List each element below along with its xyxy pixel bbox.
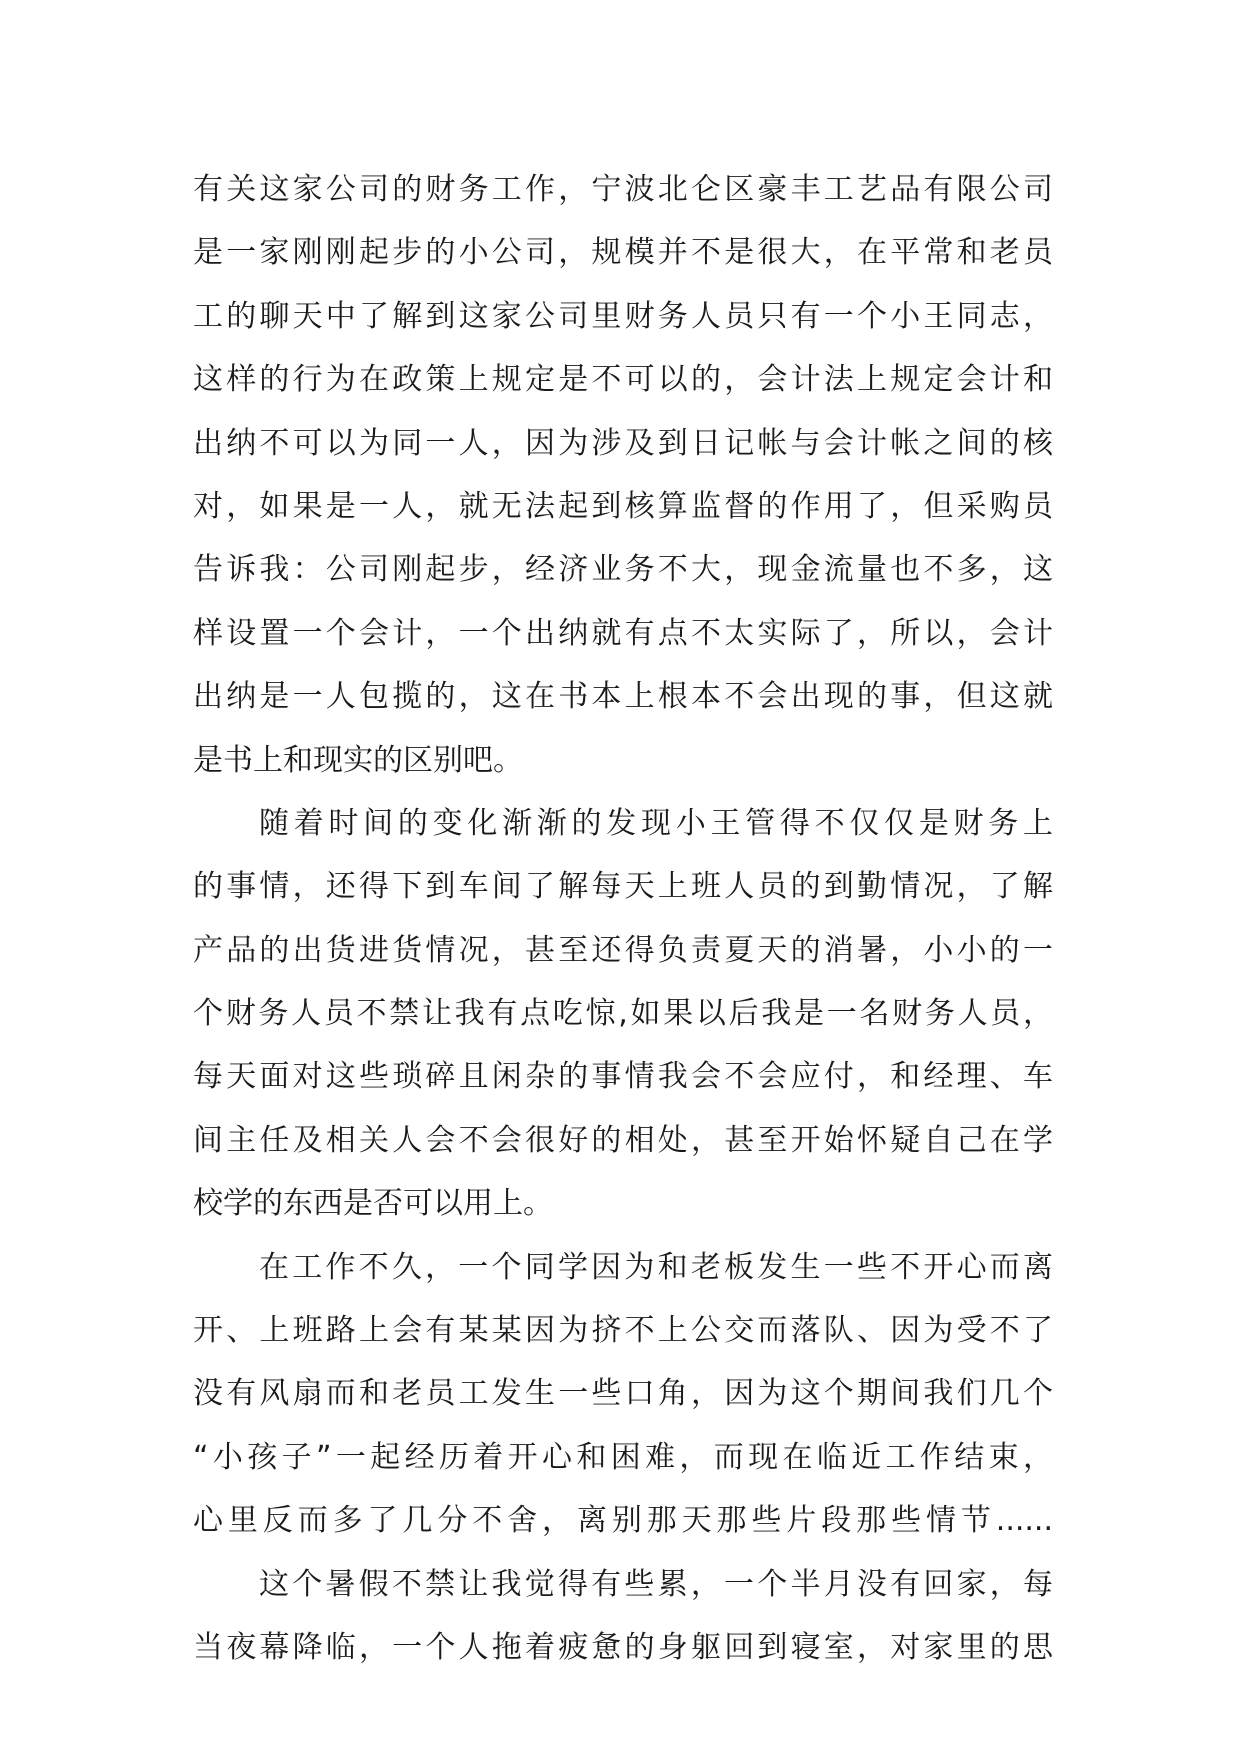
- text-line: 每天面对这些琐碎且闲杂的事情我会不会应付，和经理、车: [193, 1059, 1053, 1095]
- text-line: 当夜幕降临，一个人拖着疲惫的身躯回到寝室，对家里的思: [193, 1629, 1053, 1665]
- text-line: 随着时间的变化渐渐的发现小王管得不仅仅是财务上: [259, 805, 1053, 841]
- text-line: 在工作不久，一个同学因为和老板发生一些不开心而离: [259, 1249, 1053, 1285]
- text-line: 是一家刚刚起步的小公司，规模并不是很大，在平常和老员: [193, 235, 1053, 271]
- document-body: [193, 158, 1053, 1679]
- text-line: 个财务人员不禁让我有点吃惊,如果以后我是一名财务人员，: [193, 996, 1053, 1032]
- text-line: 出纳是一人包揽的，这在书本上根本不会出现的事，但这就: [193, 679, 1053, 715]
- text-line: 出纳不可以为同一人，因为涉及到日记帐与会计帐之间的核: [193, 425, 1053, 461]
- text-line: 间主任及相关人会不会很好的相处，甚至开始怀疑自己在学: [193, 1122, 1053, 1158]
- text-line: 样设置一个会计，一个出纳就有点不太实际了，所以，会计: [193, 615, 1053, 651]
- text-line: 没有风扇而和老员工发生一些口角，因为这个期间我们几个: [193, 1376, 1053, 1412]
- text-line: 有关这家公司的财务工作，宁波北仑区豪丰工艺品有限公司: [193, 172, 1053, 207]
- text-line: 的事情，还得下到车间了解每天上班人员的到勤情况，了解: [193, 869, 1053, 905]
- paragraph-4: [193, 1553, 1053, 1680]
- paragraph-1: [193, 158, 1053, 792]
- paragraph-3: [193, 1236, 1053, 1553]
- text-line: 校学的东西是否可以用上。: [193, 1186, 553, 1222]
- text-line: 这样的行为在政策上规定是不可以的，会计法上规定会计和: [193, 362, 1053, 398]
- text-line: 这个暑假不禁让我觉得有些累，一个半月没有回家，每: [259, 1566, 1053, 1602]
- text-line: 开、上班路上会有某某因为挤不上公交而落队、因为受不了: [193, 1313, 1053, 1349]
- paragraph-2: [193, 792, 1053, 1236]
- text-line: 告诉我：公司刚起步，经济业务不大，现金流量也不多，这: [193, 552, 1053, 588]
- text-line: 是书上和现实的区别吧。: [193, 742, 523, 778]
- text-line: 对，如果是一人，就无法起到核算监督的作用了，但采购员: [193, 488, 1053, 524]
- text-line: “小孩子”一起经历着开心和困难，而现在临近工作结束，: [193, 1439, 1053, 1475]
- text-line: 心里反而多了几分不舍，离别那天那些片段那些情节......: [193, 1503, 1053, 1539]
- text-line: 产品的出货进货情况，甚至还得负责夏天的消暑，小小的一: [193, 932, 1053, 968]
- text-line: 工的聊天中了解到这家公司里财务人员只有一个小王同志，: [193, 298, 1053, 334]
